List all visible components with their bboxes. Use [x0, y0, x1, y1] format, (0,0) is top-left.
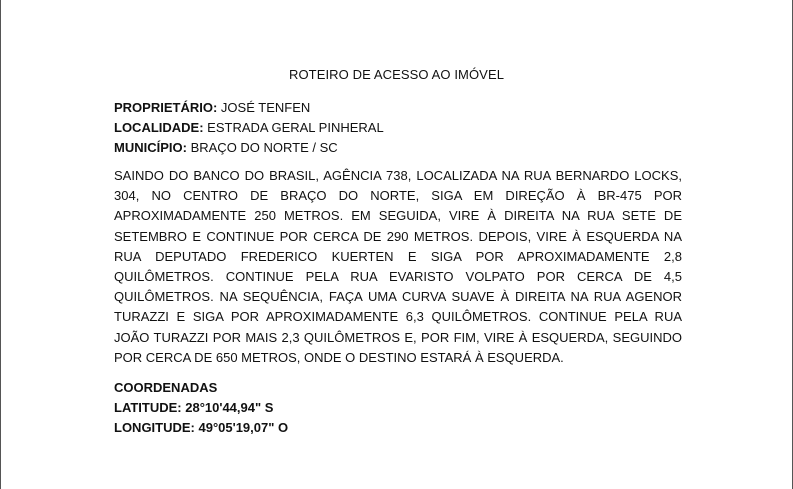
property-info-block — [114, 98, 684, 158]
municipality-line — [114, 138, 684, 158]
locality-value: ESTRADA GERAL PINHERAL — [207, 120, 384, 135]
owner-line — [114, 98, 684, 118]
locality-line — [114, 118, 684, 138]
coordinates-heading: COORDENADAS — [114, 380, 218, 395]
municipality-label: MUNICÍPIO: — [114, 140, 187, 155]
coordinates-block — [114, 378, 514, 438]
latitude-value: LATITUDE: 28°10'44,94" S — [114, 400, 274, 415]
owner-value: JOSÉ TENFEN — [220, 100, 311, 115]
owner-label: PROPRIETÁRIO: — [114, 100, 218, 115]
document-title: ROTEIRO DE ACESSO AO IMÓVEL — [288, 67, 505, 82]
locality-label: LOCALIDADE: — [114, 120, 204, 135]
municipality-value: BRAÇO DO NORTE / SC — [190, 140, 338, 155]
longitude-value: LONGITUDE: 49°05'19,07" O — [114, 420, 289, 435]
route-description: SAINDO DO BANCO DO BRASIL, AGÊNCIA 738, LOCALIZADA NA RUA BERNARDO LOCKS, 304, NO CENTRO DE BRAÇO DO NORTE, SIGA EM DIREÇÃO À BR-475 POR APROXIMADAMENTE 250 METROS. EM SEGUIDA, VIRE À DIREITA NA RUA SETE DE SETEMBRO E CONTINUE POR CERCA DE 290 METROS. DEPOIS, VIRE À ESQUERDA NA RUA DEPUTADO FREDERICO KUERTEN E SIGA POR APROXIMADAMENTE 2,8 QUILÔMETROS. CONTINUE PELA RUA EVARISTO VOLPATO POR CERCA DE 4,5 QUILÔMETROS. NA SEQUÊNCIA, FAÇA UMA CURVA SUAVE À DIREITA NA RUA AGENOR TURAZZI E SIGA POR APROXIMADAMENTE 6,3 QUILÔMETROS. CONTINUE PELA RUA JOÃO TURAZZI POR MAIS 2,3 QUILÔMETROS E, POR FIM, VIRE À ESQUERDA, SEGUINDO POR CERCA DE 650 METROS, ONDE O DESTINO ESTARÁ À ESQUERDA. — [114, 168, 682, 365]
